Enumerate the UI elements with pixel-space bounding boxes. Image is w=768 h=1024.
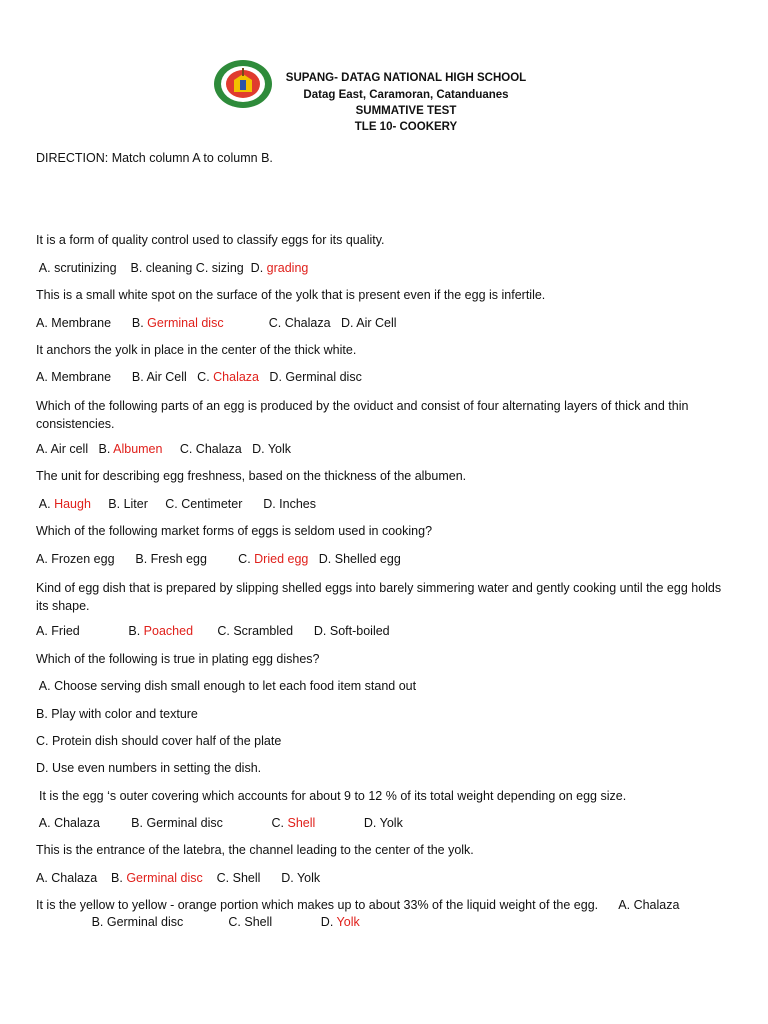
choices-11: B. Germinal disc C. Shell D. Yolk (36, 915, 360, 929)
plating-option-a: A. Choose serving dish small enough to let each food item stand out (36, 679, 417, 693)
choices-2: A. Membrane B. Germinal disc C. Chalaza D. Air Cell (36, 316, 397, 330)
choices-1: A. scrutinizing B. cleaning C. sizing D. grading (36, 261, 309, 275)
plating-option-d: D. Use even numbers in setting the dish. (36, 761, 262, 775)
test-title: SUMMATIVE TEST (355, 105, 457, 117)
answer-6: Dried egg (254, 552, 309, 566)
answer-11: Yolk (336, 915, 360, 929)
choices-5: A. Haugh B. Liter C. Centimeter D. Inches (36, 497, 316, 511)
question-9: It is the egg ‘s outer covering which accounts for about 9 to 12 % of its total weight depending on egg size. (39, 789, 627, 803)
answer-5: Haugh (54, 497, 91, 511)
answer-10: Germinal disc (126, 871, 203, 885)
answer-2: Germinal disc (147, 316, 224, 330)
question-4: Which of the following parts of an egg is produced by the oviduct and consist of four alternating layers of thick and thin consistencies. (36, 399, 689, 431)
answer-4: Albumen (113, 442, 163, 456)
school-name: SUPANG- DATAG NATIONAL HIGH SCHOOL (285, 72, 527, 84)
question-6: Which of the following market forms of eggs is seldom used in cooking? (36, 524, 433, 538)
question-3: It anchors the yolk in place in the center of the thick white. (36, 343, 357, 357)
answer-3: Chalaza (213, 370, 260, 384)
choices-3: A. Membrane B. Air Cell C. Chalaza D. Germinal disc (36, 370, 362, 384)
answer-9: Shell (287, 816, 316, 830)
question-5: The unit for describing egg freshness, based on the thickness of the albumen. (36, 469, 467, 483)
subject-title: TLE 10- COOKERY (354, 121, 458, 133)
choices-4: A. Air cell B. Albumen C. Chalaza D. Yolk (36, 442, 292, 456)
question-1: It is a form of quality control used to classify eggs for its quality. (36, 233, 385, 247)
choices-10: A. Chalaza B. Germinal disc C. Shell D. Yolk (36, 871, 321, 885)
plating-option-c: C. Protein dish should cover half of the plate (36, 734, 282, 748)
school-seal-logo (212, 58, 274, 110)
choices-7: A. Fried B. Poached C. Scrambled D. Soft-boiled (36, 624, 390, 638)
plating-option-b: B. Play with color and texture (36, 707, 198, 721)
choices-9: A. Chalaza B. Germinal disc C. Shell D. Yolk (36, 816, 403, 830)
answer-1: grading (266, 261, 309, 275)
question-11: It is the yellow to yellow - orange portion which makes up to about 33% of the liquid weight of the egg. A. Chalaza (36, 898, 680, 912)
choices-6: A. Frozen egg B. Fresh egg C. Dried egg D. Shelled egg (36, 552, 401, 566)
question-8: Which of the following is true in plating egg dishes? (36, 652, 320, 666)
answer-7: Poached (143, 624, 194, 638)
question-2: This is a small white spot on the surface of the yolk that is present even if the egg is infertile. (36, 288, 546, 302)
question-7: Kind of egg dish that is prepared by slipping shelled eggs into barely simmering water and gently cooking until the egg holds its shape. (36, 581, 722, 613)
question-10: This is the entrance of the latebra, the channel leading to the center of the yolk. (36, 843, 474, 857)
direction: DIRECTION: Match column A to column B. (36, 151, 273, 165)
school-address: Datag East, Caramoran, Catanduanes (303, 89, 509, 101)
